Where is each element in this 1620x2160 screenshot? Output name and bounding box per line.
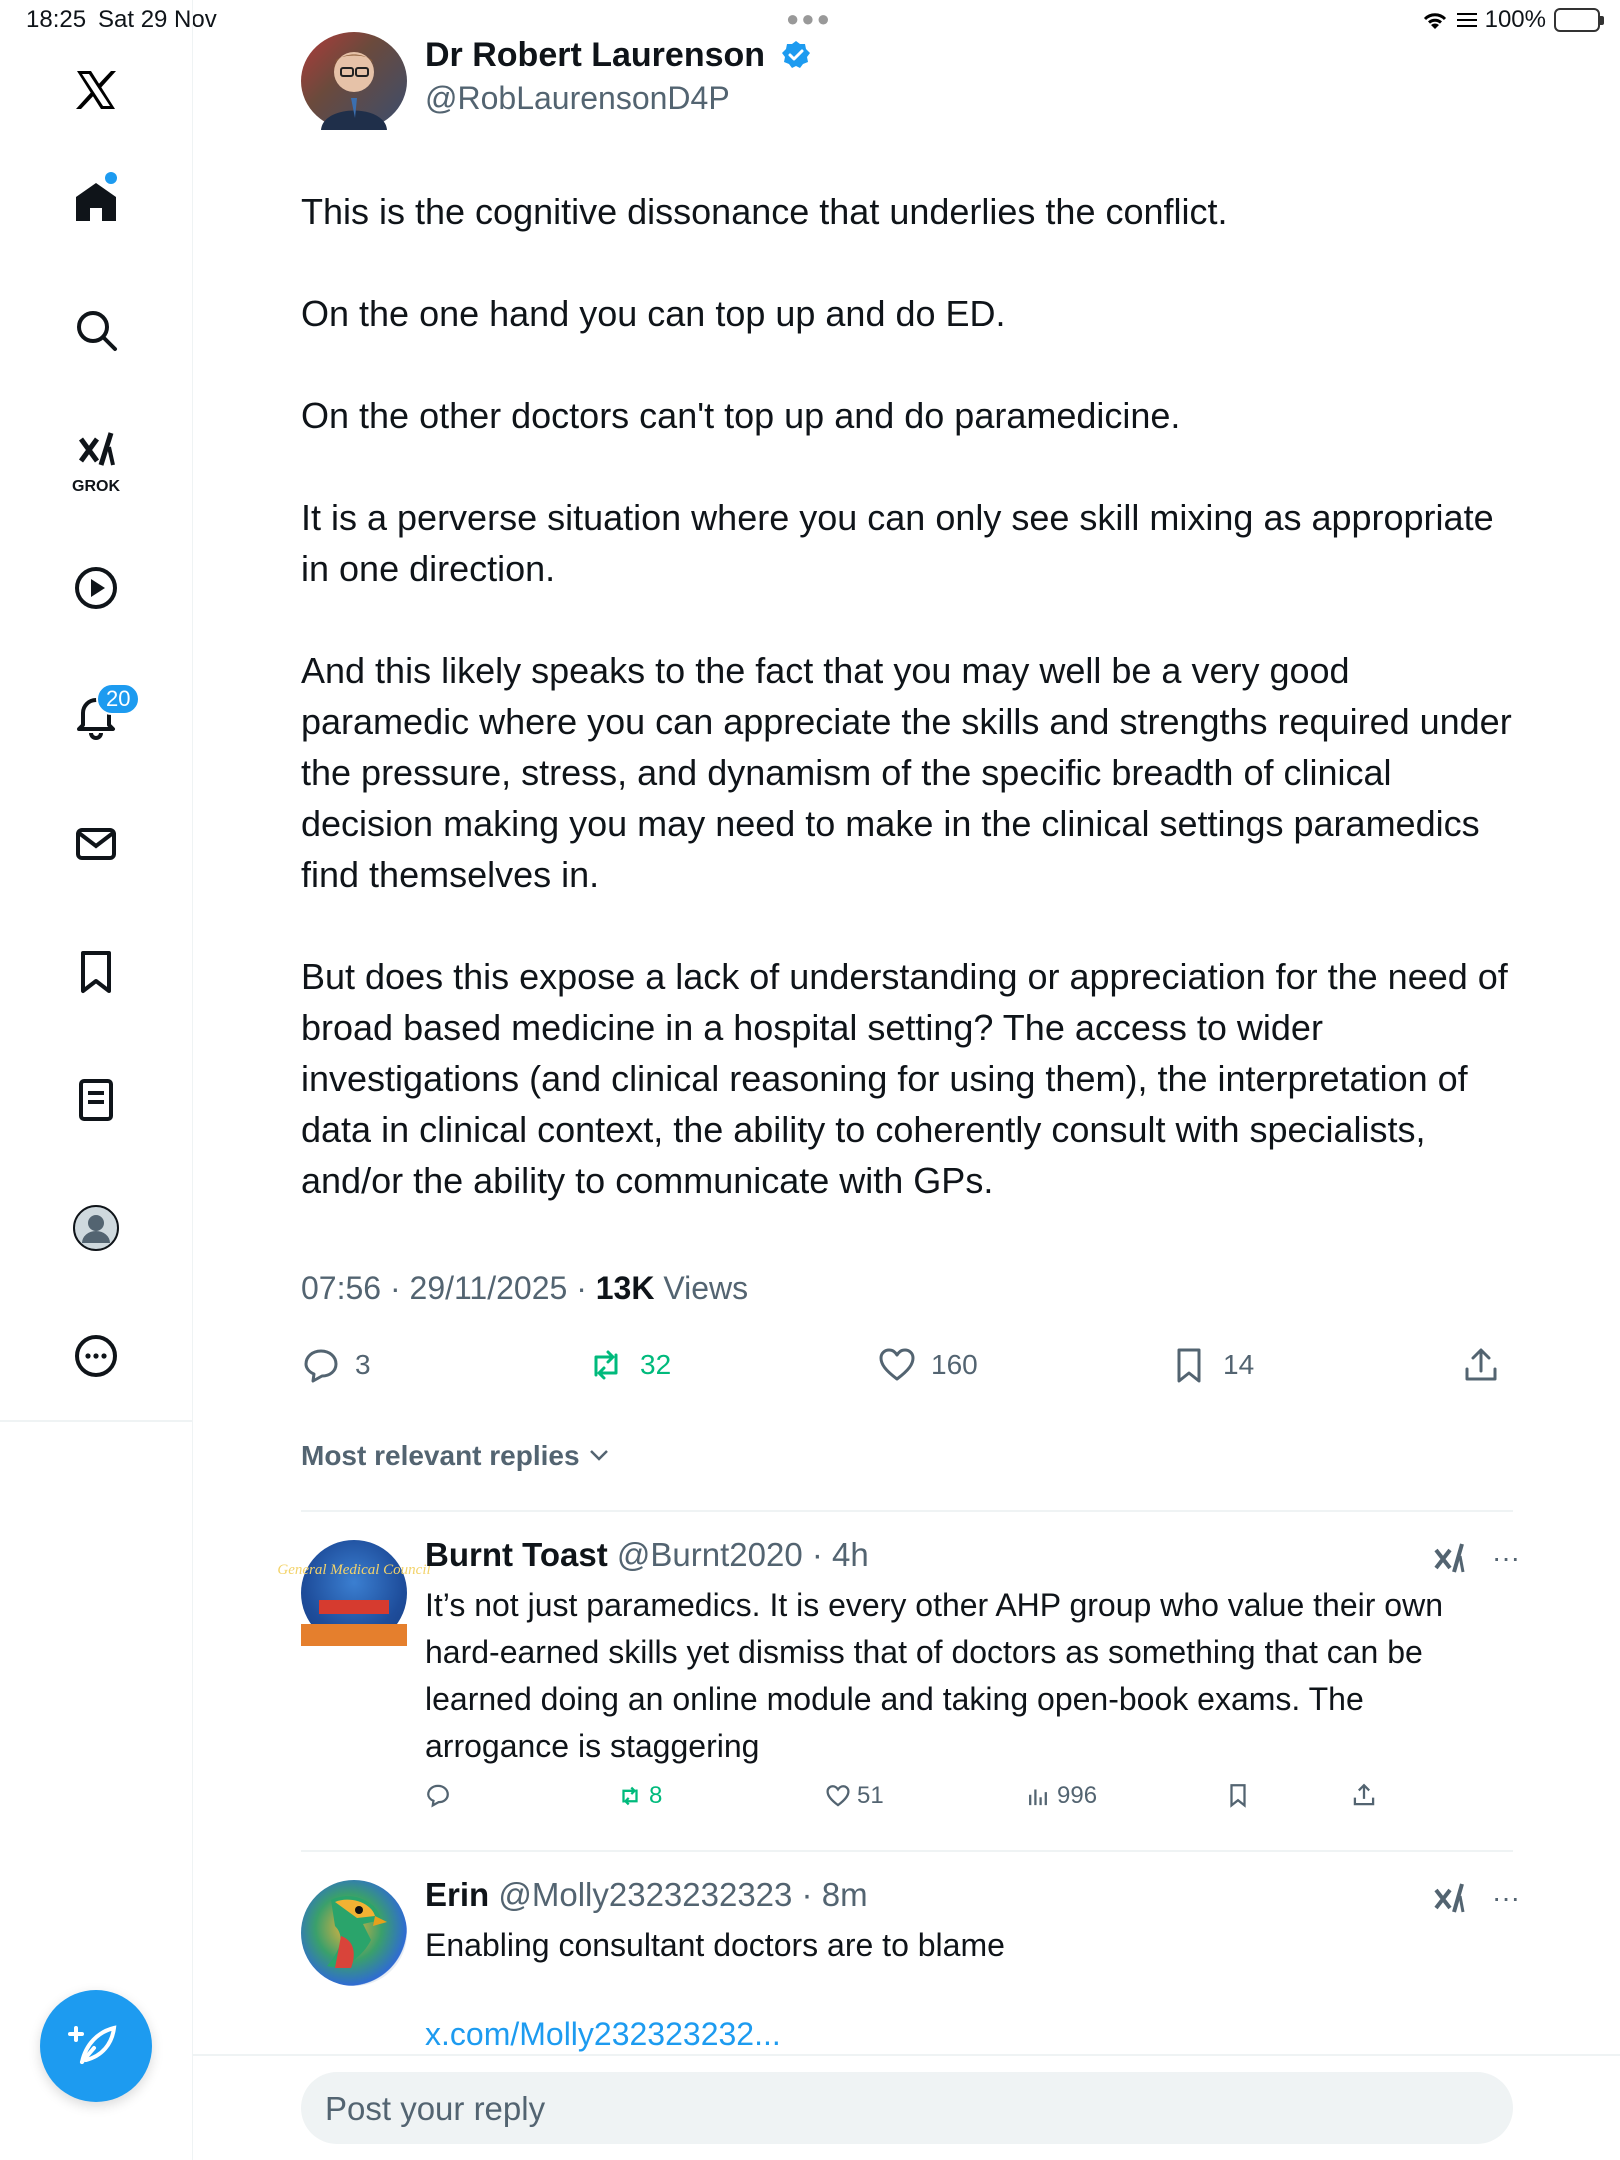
repost-button[interactable] <box>586 1345 671 1385</box>
reply-header-icons <box>1432 1880 1520 1916</box>
reply-author-handle[interactable]: @Molly2323232323 · 8m <box>489 1876 868 1913</box>
tweet-paragraph: This is the cognitive dissonance that underlies the conflict. <box>301 191 1228 232</box>
sidebar <box>0 0 193 2160</box>
author-handle[interactable]: @RobLaurensonD4P <box>425 80 730 116</box>
reply-count: 3 <box>355 1349 371 1380</box>
repost-count: 32 <box>640 1349 672 1380</box>
reply-composer-bar <box>193 2054 1620 2160</box>
replies-sort-label: Most relevant replies <box>301 1440 580 1471</box>
bookmark-button[interactable] <box>1225 1782 1251 1808</box>
more-options-icon[interactable]: ··· <box>1492 1542 1520 1573</box>
compose-post-button[interactable] <box>40 1990 152 2102</box>
share-button[interactable] <box>1351 1782 1377 1808</box>
reply-text: Enabling consultant doctors are to blame <box>425 1927 1005 1963</box>
reply-author-handle[interactable]: @Burnt2020 · 4h <box>607 1536 869 1573</box>
reply-author-name[interactable]: Burnt Toast <box>425 1536 608 1573</box>
tweet-meta <box>301 1270 748 1307</box>
divider <box>301 1510 1513 1512</box>
reply-header-icons <box>1432 1540 1520 1576</box>
share-icon <box>1351 1782 1377 1808</box>
views-button[interactable] <box>1025 1782 1097 1810</box>
author-name-text: Dr Robert Laurenson <box>425 36 766 74</box>
status-time: 18:25 <box>26 6 87 33</box>
like-count: 51 <box>857 1782 884 1809</box>
tweet-text <box>301 186 1521 1257</box>
repost-count: 8 <box>649 1782 663 1809</box>
reply-link[interactable]: x.com/Molly232323232... <box>425 2016 781 2052</box>
profile-avatar-icon[interactable] <box>62 1194 130 1262</box>
lists-icon[interactable] <box>62 1066 130 1134</box>
grok-icon[interactable] <box>62 416 130 484</box>
replies-sort-dropdown[interactable] <box>301 1440 611 1472</box>
author-name[interactable] <box>425 36 811 75</box>
bookmark-icon <box>1225 1782 1251 1808</box>
bookmark-button[interactable] <box>1169 1345 1254 1385</box>
grok-label: GROK <box>72 478 120 495</box>
tweet-timestamp[interactable]: 07:56 · 29/11/2025 · <box>301 1270 596 1306</box>
tweet-paragraph: But does this expose a lack of understanding or appreciation for the need of broad based medicine in a hospital setting? The access to wider investigations (and clinical reasoning for using them), the interpretation of data in clinical context, the ability to coherently consult with specialists, and/or the ability to communicate with GPs. <box>301 956 1508 1201</box>
verified-badge-icon <box>781 40 811 70</box>
divider <box>301 1850 1513 1852</box>
chevron-down-icon <box>587 1445 611 1465</box>
author-avatar[interactable] <box>301 32 407 130</box>
like-heart-icon <box>825 1783 851 1809</box>
grok-icon[interactable] <box>1432 1540 1468 1576</box>
reply-avatar[interactable] <box>277 1540 431 1646</box>
x-logo-icon[interactable] <box>62 56 130 124</box>
share-icon <box>1461 1345 1501 1385</box>
video-play-icon[interactable] <box>62 554 130 622</box>
reply-author-name[interactable]: Erin <box>425 1876 490 1913</box>
repost-icon <box>586 1345 626 1385</box>
search-icon[interactable] <box>62 296 130 364</box>
compose-feather-icon <box>68 2018 124 2074</box>
reply-header <box>425 1876 868 1914</box>
reply-avatar[interactable] <box>301 1880 407 1986</box>
multitasking-dots-icon[interactable]: ●●● <box>786 6 832 31</box>
bookmark-icon <box>1169 1345 1209 1385</box>
home-icon[interactable] <box>62 168 130 236</box>
notifications-badge: 20 <box>96 683 140 715</box>
views-label: Views <box>654 1270 749 1306</box>
reply-input[interactable]: Post your reply <box>301 2072 1513 2144</box>
status-date: Sat 29 Nov <box>98 6 217 33</box>
reply-button[interactable] <box>301 1345 371 1385</box>
views-count: 13K <box>595 1270 655 1306</box>
reply-header <box>425 1536 869 1574</box>
messages-envelope-icon[interactable] <box>62 810 130 878</box>
like-count: 160 <box>931 1349 978 1380</box>
grok-icon[interactable] <box>1432 1880 1468 1916</box>
repost-icon <box>617 1783 643 1809</box>
home-unread-dot <box>105 172 117 184</box>
reply-text: It’s not just paramedics. It is every other AHP group who value their own hard-earned skills yet dismiss that of doctors as something that can be learned doing an online module and taking open-book exams. The arrogance is staggering <box>425 1587 1443 1764</box>
tweet-paragraph: It is a perverse situation where you can only see skill mixing as appropriate in one direction. <box>301 497 1494 589</box>
share-button[interactable] <box>1461 1345 1501 1385</box>
more-options-icon[interactable] <box>62 1322 130 1390</box>
more-options-icon[interactable]: ··· <box>1492 1882 1520 1913</box>
bookmark-count: 14 <box>1223 1349 1255 1380</box>
sidebar-divider <box>0 1420 193 1422</box>
tweet-actions <box>301 1345 1521 1395</box>
bookmarks-icon[interactable] <box>62 938 130 1006</box>
reply-avatar-logo-text: General Medical Council <box>277 1562 431 1578</box>
like-button[interactable] <box>877 1345 978 1385</box>
battery-percent: 100% <box>1484 6 1546 33</box>
tweet-detail <box>193 0 1620 2160</box>
tweet-paragraph: On the one hand you can top up and do ED. <box>301 293 1006 334</box>
reply-button[interactable] <box>425 1782 451 1808</box>
like-button[interactable] <box>825 1782 884 1810</box>
views-chart-icon <box>1025 1783 1051 1809</box>
reply-actions <box>425 1782 1425 1822</box>
views-count: 996 <box>1057 1782 1098 1809</box>
reply-bubble-icon <box>301 1345 341 1385</box>
reply-bubble-icon <box>425 1782 451 1808</box>
repost-button[interactable] <box>617 1782 662 1810</box>
tweet-paragraph: On the other doctors can't top up and do paramedicine. <box>301 395 1181 436</box>
like-heart-icon <box>877 1345 917 1385</box>
tweet-paragraph: And this likely speaks to the fact that you may well be a very good paramedic where you can appreciate the skills and strengths required under the pressure, stress, and dynamism of the specific breadth of clinical decision making you may need to make in the clinical settings paramedics find themselves in. <box>301 650 1512 895</box>
